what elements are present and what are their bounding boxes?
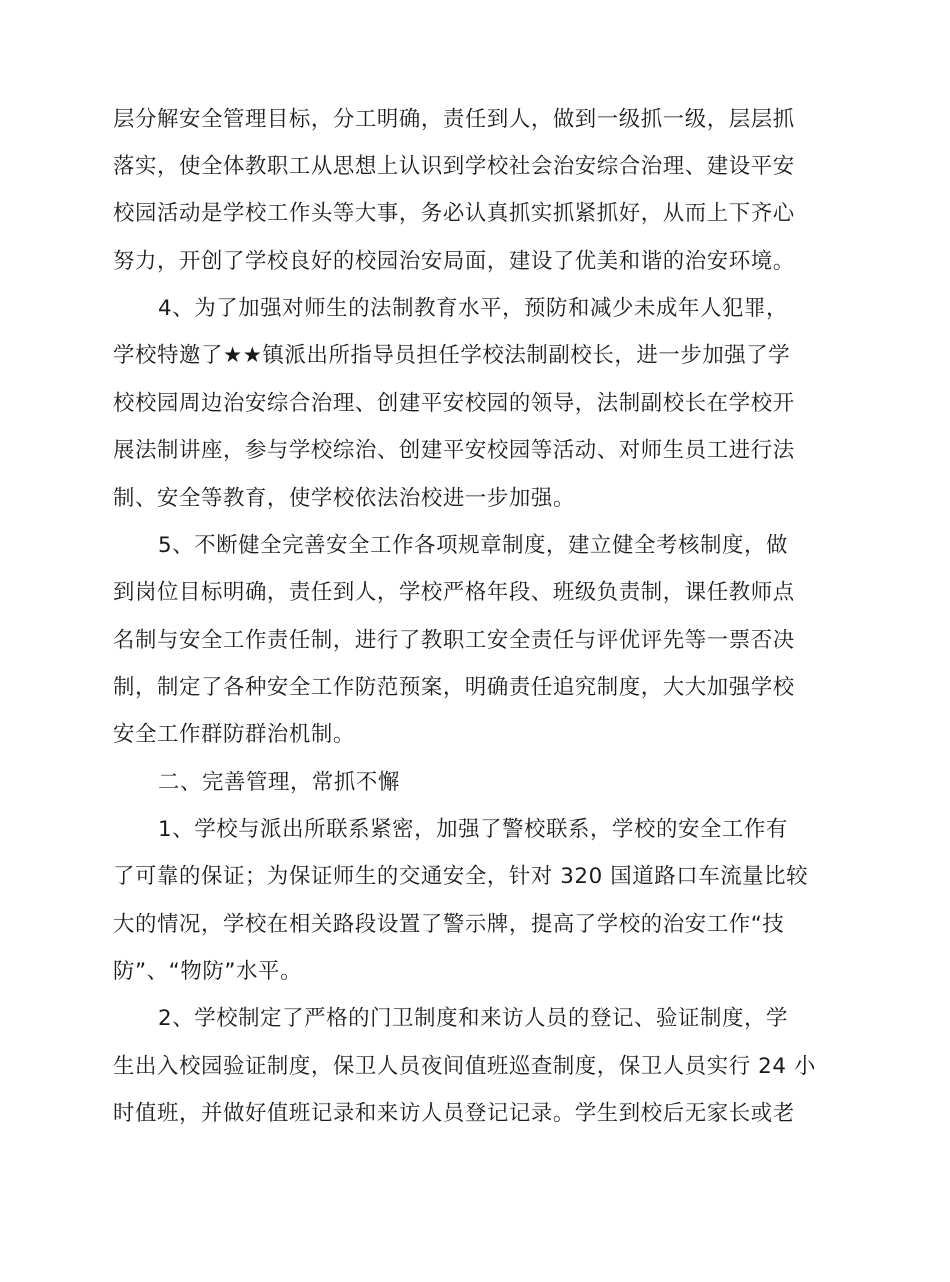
body-text-line: 努力，开创了学校良好的校园治安局面，建设了优美和谐的治安环境。	[113, 249, 795, 274]
body-text-line: 制、安全等教育，使学校依法治校进一步加强。	[113, 486, 575, 511]
body-text-line: 校校园周边治安综合治理、创建平安校园的领导，法制副校长在学校开	[113, 391, 795, 416]
paragraph-1-start: 1、学校与派出所联系紧密，加强了警校联系，学校的安全工作有	[158, 817, 788, 842]
paragraph-2-start: 2、学校制定了严格的门卫制度和来访人员的登记、验证制度，学	[158, 1006, 788, 1031]
body-text-line: 防”、“物防”水平。	[113, 959, 302, 984]
body-text-line: 制，制定了各种安全工作防范预案，明确责任追究制度，大大加强学校	[113, 675, 795, 700]
body-text-line: 展法制讲座，参与学校综治、创建平安校园等活动、对师生员工进行法	[113, 438, 795, 463]
body-text-line: 落实，使全体教职工从思想上认识到学校社会治安综合治理、建设平安	[113, 154, 795, 179]
section-heading: 二、完善管理，常抓不懈	[158, 770, 400, 795]
body-text-line: 了可靠的保证；为保证师生的交通安全，针对 320 国道路口车流量比较	[113, 864, 809, 889]
body-text-line: 层分解安全管理目标，分工明确，责任到人，做到一级抓一级，层层抓	[113, 107, 795, 132]
body-text-line: 到岗位目标明确，责任到人，学校严格年段、班级负责制，课任教师点	[113, 580, 795, 605]
body-text-line: 名制与安全工作责任制，进行了教职工安全责任与评优评先等一票否决	[113, 628, 795, 653]
body-text-line: 校园活动是学校工作头等大事，务必认真抓实抓紧抓好，从而上下齐心	[113, 201, 795, 226]
body-text-line: 生出入校园验证制度，保卫人员夜间值班巡查制度，保卫人员实行 24 小	[113, 1054, 816, 1079]
body-text-line: 安全工作群防群治机制。	[113, 722, 355, 747]
body-text-line: 学校特邀了★★镇派出所指导员担任学校法制副校长，进一步加强了学	[113, 343, 791, 368]
body-text-line: 大的情况，学校在相关路段设置了警示牌，提高了学校的治安工作“技	[113, 912, 785, 937]
paragraph-5-start: 5、不断健全完善安全工作各项规章制度，建立健全考核制度，做	[158, 533, 788, 558]
paragraph-4-start: 4、为了加强对师生的法制教育水平，预防和减少未成年人犯罪，	[158, 296, 788, 321]
body-text-line: 时值班，并做好值班记录和来访人员登记记录。学生到校后无家长或老	[113, 1101, 795, 1126]
